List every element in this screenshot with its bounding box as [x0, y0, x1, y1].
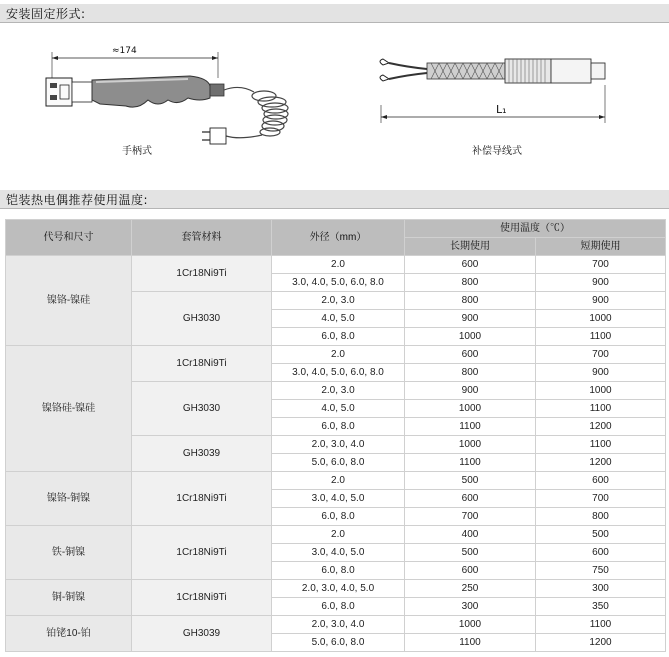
cable-dimension-label: L₁ [496, 103, 507, 116]
long-term-temp-cell: 1000 [405, 436, 536, 454]
diameter-cell: 2.0, 3.0, 4.0 [272, 616, 405, 634]
header-short-term: 短期使用 [536, 238, 666, 256]
short-term-temp-cell: 500 [536, 526, 666, 544]
header-long-term: 长期使用 [405, 238, 536, 256]
diameter-cell: 6.0, 8.0 [272, 508, 405, 526]
diameter-cell: 2.0, 3.0 [272, 292, 405, 310]
header-material: 套管材料 [132, 220, 272, 256]
long-term-temp-cell: 800 [405, 292, 536, 310]
sheath-material-cell: GH3030 [132, 292, 272, 346]
handle-dimension-label: ≈174 [112, 46, 137, 56]
sheath-material-cell: 1Cr18Ni9Ti [132, 346, 272, 382]
table-row [6, 256, 666, 274]
diameter-cell: 4.0, 5.0 [272, 400, 405, 418]
short-term-temp-cell: 750 [536, 562, 666, 580]
long-term-temp-cell: 800 [405, 364, 536, 382]
diameter-cell: 2.0, 3.0, 4.0 [272, 436, 405, 454]
long-term-temp-cell: 500 [405, 472, 536, 490]
long-term-temp-cell: 500 [405, 544, 536, 562]
long-term-temp-cell: 300 [405, 598, 536, 616]
short-term-temp-cell: 1200 [536, 418, 666, 436]
short-term-temp-cell: 700 [536, 490, 666, 508]
long-term-temp-cell: 1100 [405, 418, 536, 436]
short-term-temp-cell: 800 [536, 508, 666, 526]
section-header-installation [0, 4, 669, 23]
diameter-cell: 3.0, 4.0, 5.0, 6.0, 8.0 [272, 364, 405, 382]
header-diameter: 外径（mm） [272, 220, 405, 256]
diameter-cell: 5.0, 6.0, 8.0 [272, 634, 405, 652]
diameter-cell: 2.0 [272, 472, 405, 490]
short-term-temp-cell: 300 [536, 580, 666, 598]
sheath-material-cell: 1Cr18Ni9Ti [132, 256, 272, 292]
thermocouple-type-cell: 铁-铜镍 [6, 526, 132, 580]
long-term-temp-cell: 900 [405, 382, 536, 400]
sheath-material-cell: 1Cr18Ni9Ti [132, 526, 272, 580]
long-term-temp-cell: 1000 [405, 328, 536, 346]
diameter-cell: 2.0 [272, 256, 405, 274]
short-term-temp-cell: 1100 [536, 400, 666, 418]
long-term-temp-cell: 900 [405, 310, 536, 328]
diameter-cell: 2.0, 3.0, 4.0, 5.0 [272, 580, 405, 598]
short-term-temp-cell: 700 [536, 346, 666, 364]
sheath-material-cell: GH3030 [132, 382, 272, 436]
long-term-temp-cell: 600 [405, 562, 536, 580]
long-term-temp-cell: 800 [405, 274, 536, 292]
table-row [6, 616, 666, 634]
short-term-temp-cell: 600 [536, 544, 666, 562]
thermocouple-type-cell: 铂铑10-铂 [6, 616, 132, 652]
sheath-material-cell: 1Cr18Ni9Ti [132, 472, 272, 526]
short-term-temp-cell: 600 [536, 472, 666, 490]
sheath-material-cell: GH3039 [132, 616, 272, 652]
short-term-temp-cell: 1100 [536, 328, 666, 346]
long-term-temp-cell: 400 [405, 526, 536, 544]
diameter-cell: 3.0, 4.0, 5.0 [272, 490, 405, 508]
diameter-cell: 3.0, 4.0, 5.0 [272, 544, 405, 562]
short-term-temp-cell: 1000 [536, 382, 666, 400]
cable-thermocouple-illustration [375, 45, 630, 130]
thermocouple-type-cell: 镍铬-铜镍 [6, 472, 132, 526]
long-term-temp-cell: 700 [405, 508, 536, 526]
short-term-temp-cell: 350 [536, 598, 666, 616]
sheath-material-cell: 1Cr18Ni9Ti [132, 580, 272, 616]
sheath-material-cell: GH3039 [132, 436, 272, 472]
section-header-temperature [0, 190, 669, 209]
short-term-temp-cell: 700 [536, 256, 666, 274]
diameter-cell: 5.0, 6.0, 8.0 [272, 454, 405, 472]
short-term-temp-cell: 1000 [536, 310, 666, 328]
short-term-temp-cell: 1100 [536, 616, 666, 634]
short-term-temp-cell: 900 [536, 274, 666, 292]
diameter-cell: 4.0, 5.0 [272, 310, 405, 328]
short-term-temp-cell: 900 [536, 292, 666, 310]
diameter-cell: 3.0, 4.0, 5.0, 6.0, 8.0 [272, 274, 405, 292]
diameter-cell: 6.0, 8.0 [272, 562, 405, 580]
diameter-cell: 6.0, 8.0 [272, 328, 405, 346]
long-term-temp-cell: 600 [405, 256, 536, 274]
long-term-temp-cell: 600 [405, 490, 536, 508]
short-term-temp-cell: 1200 [536, 454, 666, 472]
table-body [6, 256, 666, 652]
table-row [6, 526, 666, 544]
long-term-temp-cell: 1000 [405, 400, 536, 418]
thermocouple-type-cell: 铜-铜镍 [6, 580, 132, 616]
long-term-temp-cell: 250 [405, 580, 536, 598]
short-term-temp-cell: 1200 [536, 634, 666, 652]
section-title: 铠装热电偶推荐使用温度: [6, 193, 149, 207]
long-term-temp-cell: 1100 [405, 634, 536, 652]
header-code: 代号和尺寸 [6, 220, 132, 256]
temperature-table [5, 219, 666, 652]
diameter-cell: 2.0, 3.0 [272, 382, 405, 400]
header-temperature: 使用温度（℃） [405, 220, 666, 238]
table-row [6, 346, 666, 364]
diameter-cell: 2.0 [272, 526, 405, 544]
cable-caption: 补偿导线式 [472, 146, 522, 157]
diameter-cell: 2.0 [272, 346, 405, 364]
handle-caption: 手柄式 [122, 146, 152, 157]
thermocouple-type-cell: 镍铬硅-镍硅 [6, 346, 132, 472]
short-term-temp-cell: 900 [536, 364, 666, 382]
diameter-cell: 6.0, 8.0 [272, 598, 405, 616]
short-term-temp-cell: 1100 [536, 436, 666, 454]
handle-thermocouple-illustration [40, 40, 300, 155]
table-row [6, 580, 666, 598]
diameter-cell: 6.0, 8.0 [272, 418, 405, 436]
section-title: 安装固定形式: [6, 7, 86, 21]
long-term-temp-cell: 1000 [405, 616, 536, 634]
table-row [6, 472, 666, 490]
long-term-temp-cell: 1100 [405, 454, 536, 472]
long-term-temp-cell: 600 [405, 346, 536, 364]
thermocouple-type-cell: 镍铬-镍硅 [6, 256, 132, 346]
